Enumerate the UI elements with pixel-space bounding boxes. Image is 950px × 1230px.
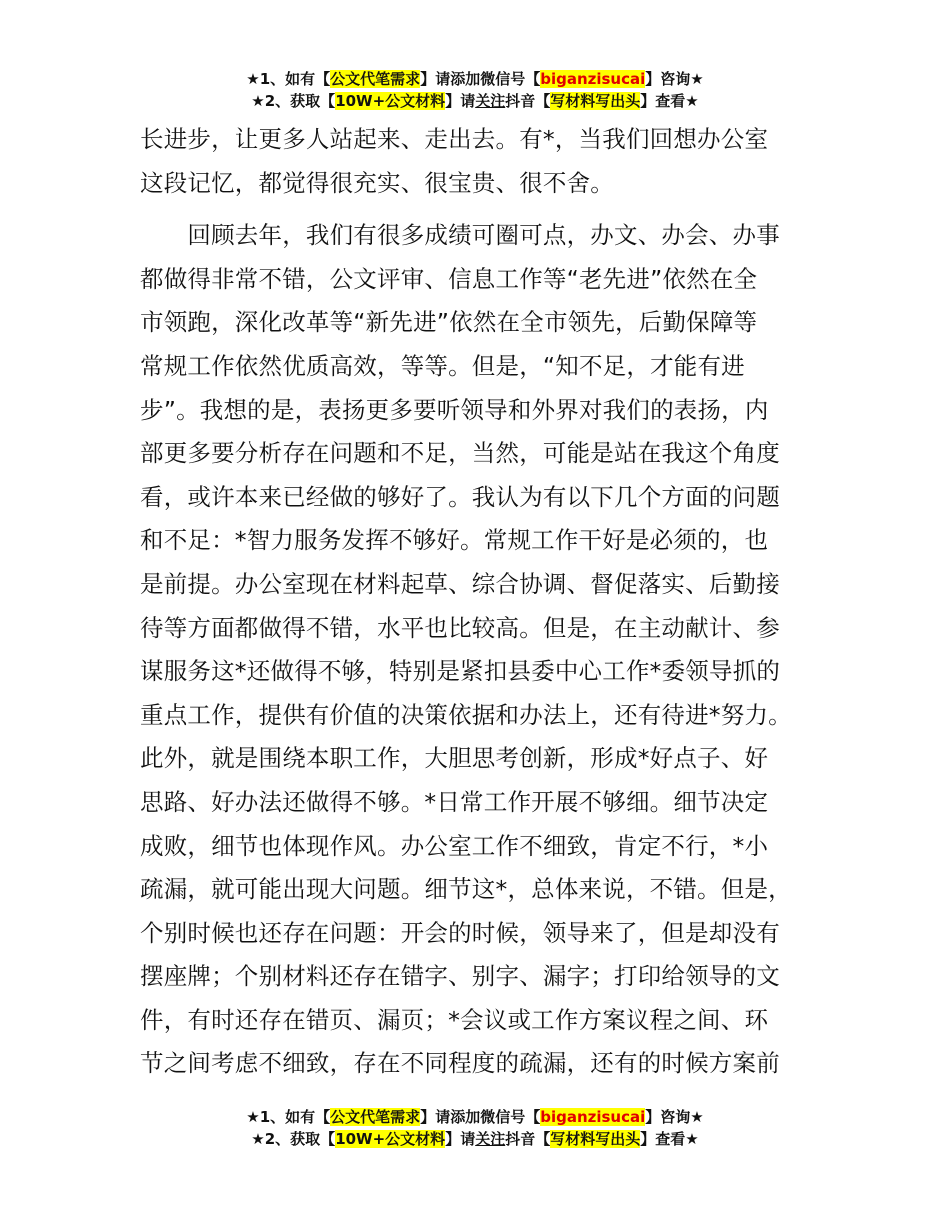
header-line-2 [0,90,950,112]
footer-line-2-prefix: ★2、获取【 [251,1130,336,1148]
header-line-2-mid: 】请 [445,92,476,110]
text-line: 件，有时还存在错页、漏页；*会议或工作方案议程之间、环 [140,1005,769,1034]
footer-wechat-id: biganzisucai [540,1108,646,1126]
header-highlight-service: 公文代笔需求 [330,70,421,88]
text-line: 和不足：*智力服务发挥不够好。常规工作干好是必须的，也 [140,526,769,555]
footer-highlight-service: 公文代笔需求 [330,1108,421,1126]
text-line: 回顾去年，我们有很多成绩可圈可点，办文、办会、办事 [140,221,780,250]
text-line: 部更多要分析存在问题和不足，当然，可能是站在我这个角度 [140,439,780,468]
header-line-1-prefix: ★1、如有【 [246,70,331,88]
text-line: 步”。我想的是，表扬更多要听领导和外界对我们的表扬，内 [140,395,769,424]
text-line: 长进步，让更多人站起来、走出去。有*，当我们回想办公室 [140,125,769,153]
text-line: 个别时候也还存在问题：开会的时候，领导来了，但是却没有 [140,918,780,947]
text-line: 常规工作依然优质高效，等等。但是，“知不足，才能有进 [140,351,745,380]
footer-line-2-suffix: 】查看★ [640,1130,699,1148]
footer-line-2 [0,1128,950,1150]
footer-line-1-mid: 】请添加微信号【 [420,1108,541,1126]
header-douyin-account: 写材料写出头 [550,92,641,110]
text-line: 市领跑，深化改革等“新先进”依然在全市领先，后勤保障等 [140,308,758,337]
header-line-2-mid2: 抖音【 [505,92,551,110]
header-follow-text: 关注 [475,92,506,110]
text-line: 待等方面都做得不错，水平也比较高。但是，在主动献计、参 [140,613,780,642]
text-line: 是前提。办公室现在材料起草、综合协调、督促落实、后勤接 [140,569,780,598]
footer-follow-text: 关注 [475,1130,506,1148]
text-line: 这段记忆，都觉得很充实、很宝贵、很不舍。 [140,168,614,197]
header-banner [0,68,950,112]
text-line: 节之间考虑不细致，存在不同程度的疏漏，还有的时候方案前 [140,1049,780,1078]
text-line: 疏漏，就可能出现大问题。细节这*，总体来说，不错。但是， [140,875,792,904]
header-highlight-materials: 10W+公文材料 [335,92,446,110]
header-line-1-mid: 】请添加微信号【 [420,70,541,88]
footer-line-2-mid: 】请 [445,1130,476,1148]
header-line-1 [0,68,950,90]
text-line: 看，或许本来已经做的够好了。我认为有以下几个方面的问题 [140,482,780,511]
header-line-2-suffix: 】查看★ [640,92,699,110]
document-body [140,118,840,1086]
text-line: 思路、好办法还做得不够。*日常工作开展不够细。细节决定 [140,787,769,816]
footer-line-1 [0,1106,950,1128]
header-line-2-prefix: ★2、获取【 [251,92,336,110]
header-wechat-id: biganzisucai [540,70,646,88]
footer-douyin-account: 写材料写出头 [550,1130,641,1148]
text-line: 此外，就是围绕本职工作，大胆思考创新，形成*好点子、好 [140,744,769,773]
footer-highlight-materials: 10W+公文材料 [335,1130,446,1148]
footer-line-1-prefix: ★1、如有【 [246,1108,331,1126]
text-line: 谋服务这*还做得不够，特别是紧扣县委中心工作*委领导抓的 [140,657,781,686]
text-line: 摆座牌；个别材料还存在错字、别字、漏字；打印给领导的文 [140,962,780,991]
header-line-1-suffix: 】咨询★ [645,70,704,88]
footer-line-1-suffix: 】咨询★ [645,1108,704,1126]
text-line: 重点工作，提供有价值的决策依据和办法上，还有待进*努力。 [140,700,792,729]
footer-line-2-mid2: 抖音【 [505,1130,551,1148]
paragraph-1 [140,118,840,205]
text-line: 成败，细节也体现作风。办公室工作不细致，肯定不行，*小 [140,831,769,860]
footer-banner [0,1106,950,1150]
text-line: 都做得非常不错，公文评审、信息工作等“老先进”依然在全 [140,264,758,293]
paragraph-2 [140,214,840,1086]
